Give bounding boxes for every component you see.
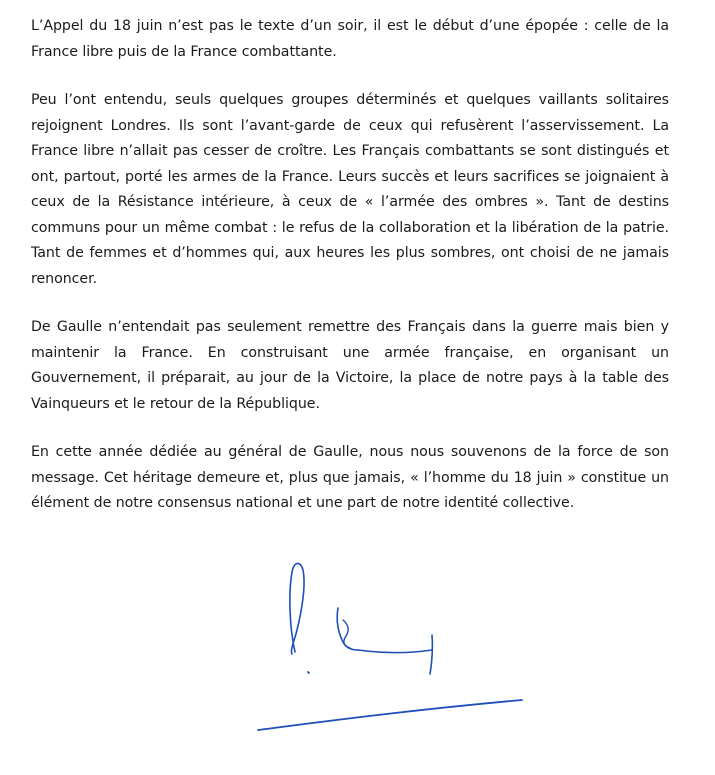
body-text [31,14,669,517]
paragraph-appel: L’Appel du 18 juin n’est pas le texte d’un soir, il est le début d’une épopée : celle de la France libre puis de la France combattante. [31,18,669,60]
handwritten-signature [250,550,540,750]
paragraph-de-gaulle: De Gaulle n’entendait pas seulement remettre des Français dans la guerre mais bien y maintenir la France. En construisant une armée française, en organisant un Gouvernement, il préparait, au jour de la Victoire, la place de notre pays à la table des Vainqueurs et le retour de la République. [31,319,669,412]
paragraph-heritage: En cette année dédiée au général de Gaulle, nous nous souvenons de la force de son message. Cet héritage demeure et, plus que jamais, « l’homme du 18 juin » constitue un élément de notre consensus national et une part de notre identité collective. [31,444,669,511]
paragraph-france-libre: Peu l’ont entendu, seuls quelques groupes déterminés et quelques vaillants solitaires rejoignent Londres. Ils sont l’avant-garde de ceux qui refusèrent l’asservissement. La France libre n’allait pas cesser de croître. Les Français combattants se sont distingués et ont, partout, porté les armes de la France. Leurs succès et leurs sacrifices se joignaient à ceux de la Résistance intérieure, à ceux de « l’armée des ombres ». Tant de destins communs pour un même combat : le refus de la collaboration et la libération de la patrie. Tant de femmes et d’hommes qui, aux heures les plus sombres, ont choisi de ne jamais renoncer. [31,92,669,287]
signature-drawing [250,550,540,750]
